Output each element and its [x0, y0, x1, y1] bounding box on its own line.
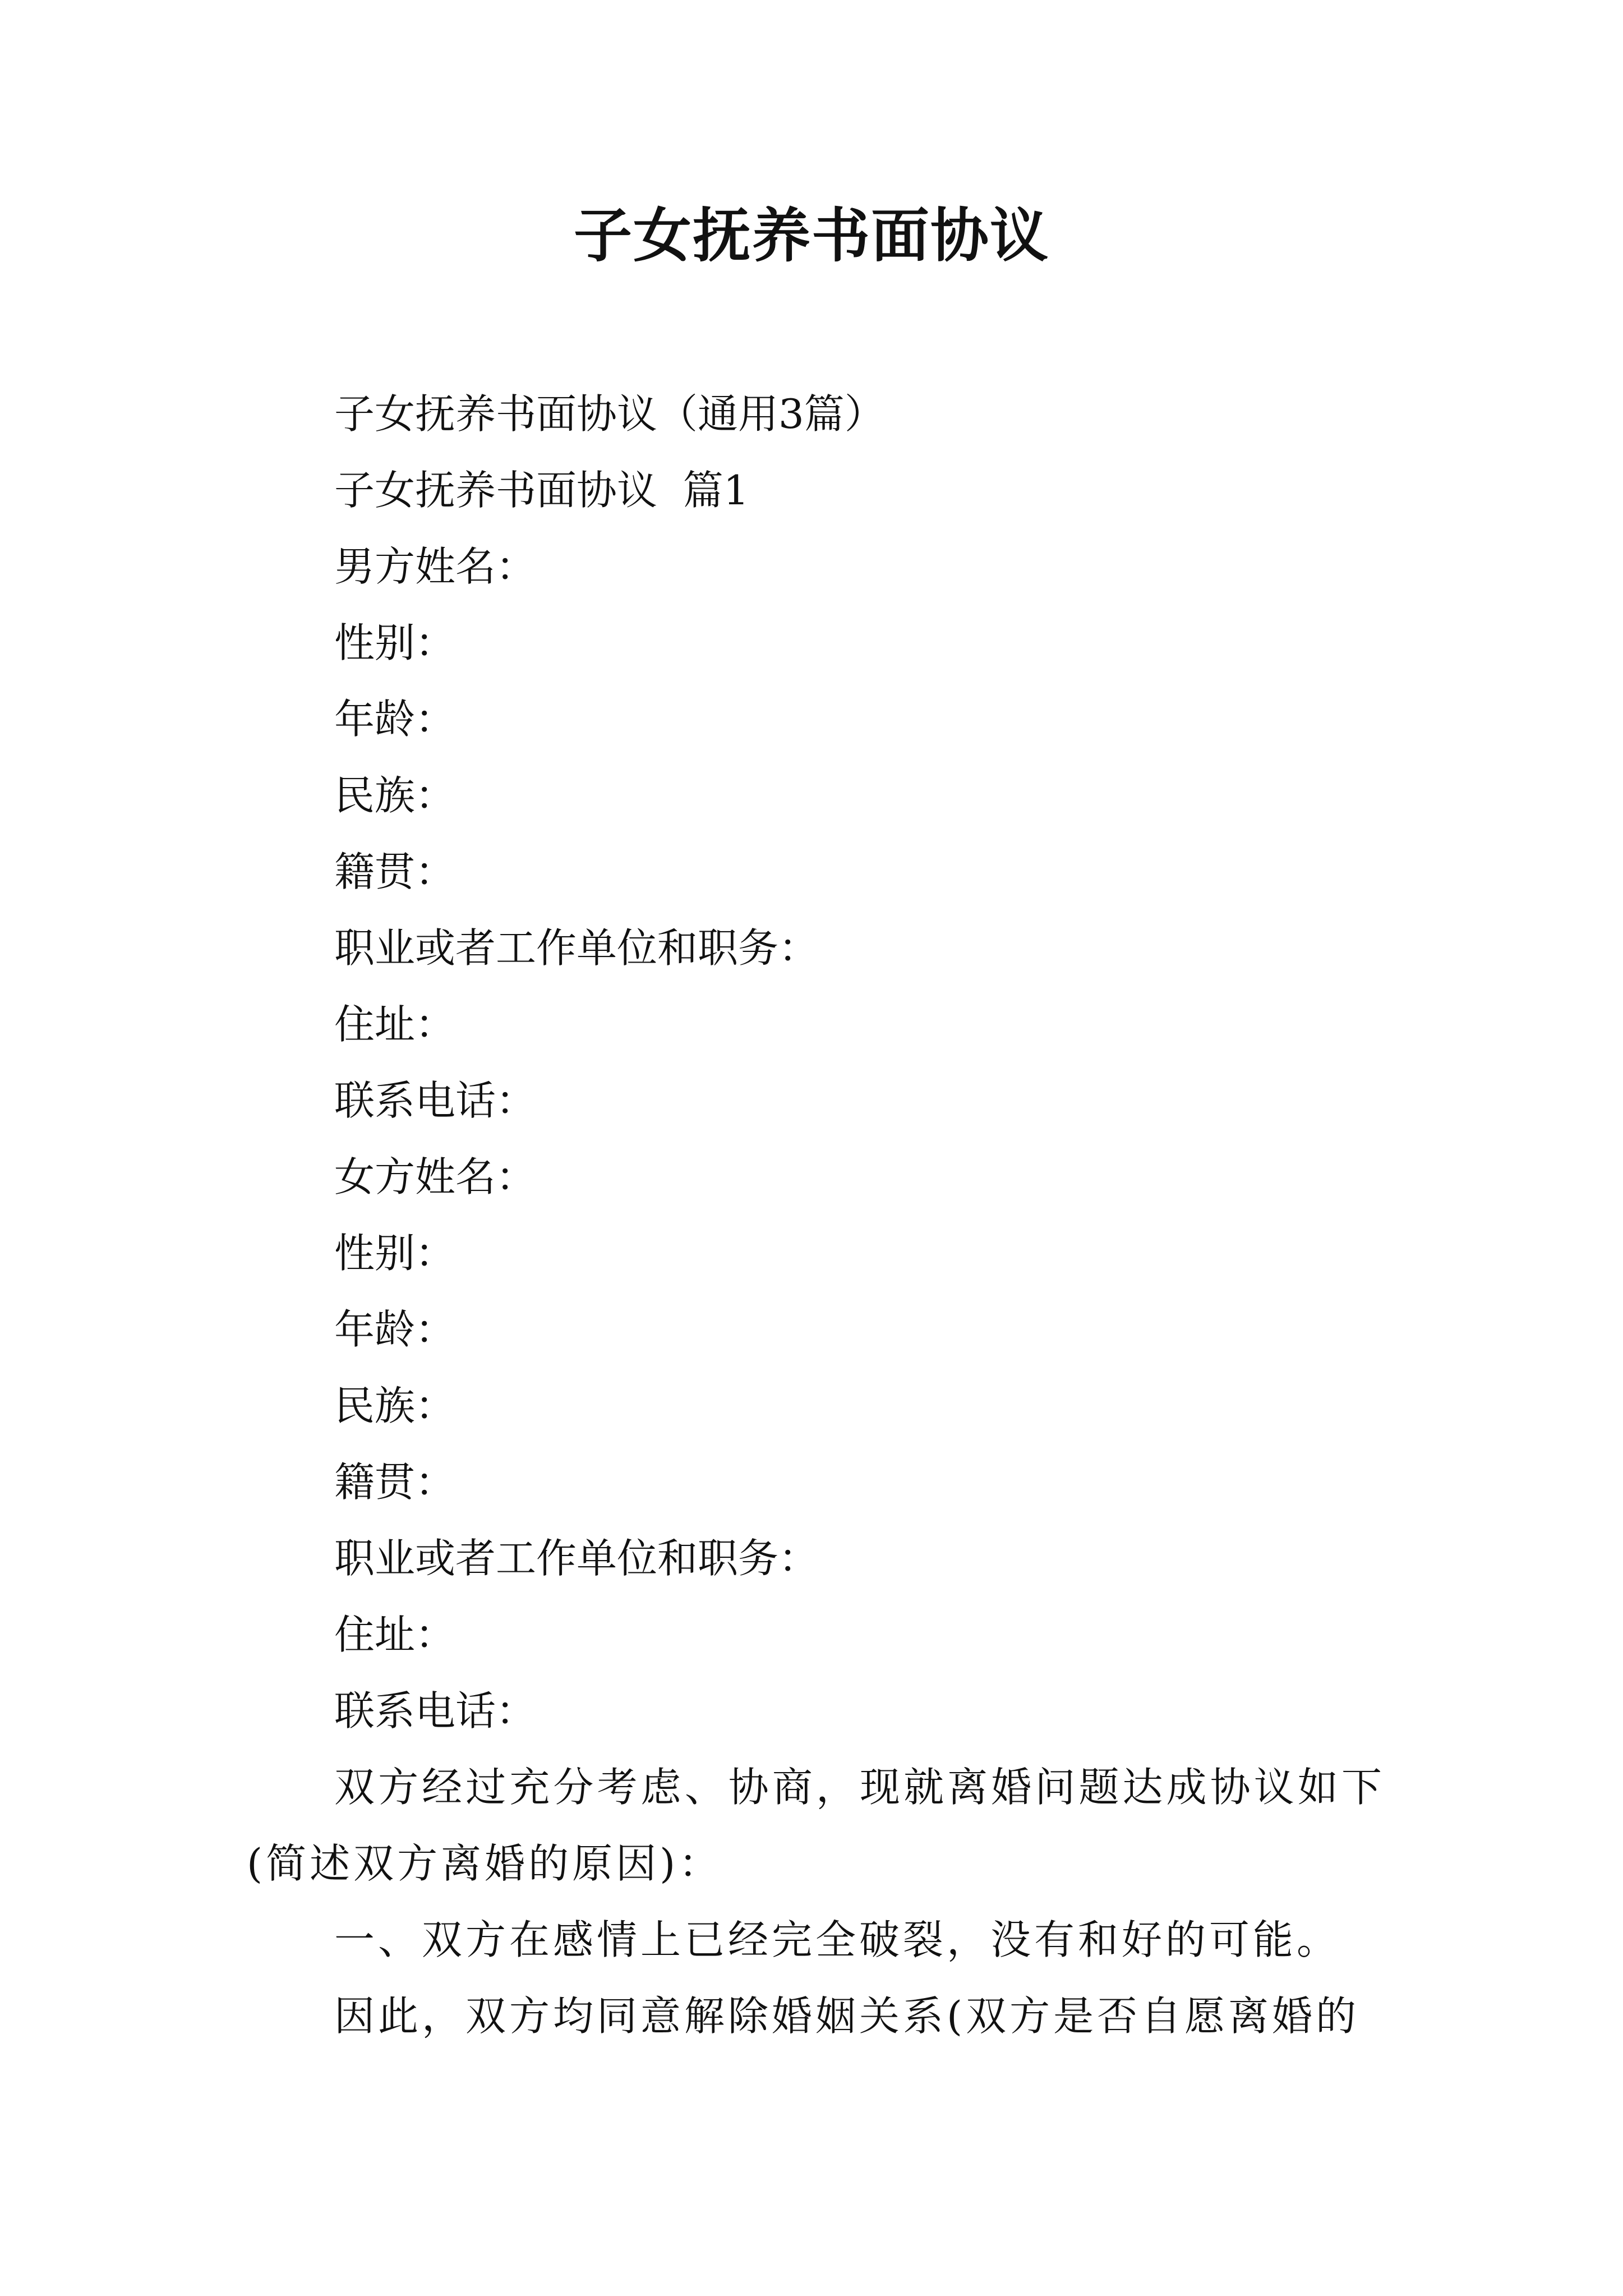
- female-party-fields: [247, 1139, 1385, 1749]
- agreement-paragraph-1: 一、双方在感情上已经完全破裂，没有和好的可能。: [334, 1916, 1341, 1963]
- agreement-paragraph-2: 因此，双方均同意解除婚姻关系(双方是否自愿离婚的: [334, 1993, 1360, 2040]
- female-name-label: 女方姓名：: [334, 1153, 537, 1200]
- male-address-label: 住址：: [334, 1001, 456, 1048]
- document-subtitle: 子女抚养书面协议（通用3篇）: [334, 390, 885, 438]
- male-name-label: 男方姓名：: [334, 543, 537, 590]
- male-party-fields: [247, 528, 1385, 1139]
- male-gender-label: 性别：: [334, 619, 456, 666]
- male-native-place-label: 籍贯：: [334, 848, 456, 895]
- female-gender-label: 性别：: [334, 1230, 456, 1277]
- female-phone-label: 联系电话：: [334, 1687, 537, 1734]
- male-occupation-label: 职业或者工作单位和职务：: [334, 924, 819, 972]
- male-ethnicity-label: 民族：: [334, 772, 456, 819]
- female-native-place-label: 籍贯：: [334, 1458, 456, 1506]
- document-title: 子女抚养书面协议: [573, 201, 1049, 270]
- male-age-label: 年龄：: [334, 696, 456, 743]
- female-occupation-label: 职业或者工作单位和职务：: [334, 1535, 819, 1582]
- female-age-label: 年龄：: [334, 1306, 456, 1353]
- male-phone-label: 联系电话：: [334, 1077, 537, 1124]
- female-address-label: 住址：: [334, 1611, 456, 1658]
- section-heading: 子女抚养书面协议 篇1: [334, 467, 749, 514]
- document-body: [247, 376, 1385, 2054]
- agreement-paragraph-intro: 双方经过充分考虑、协商，现就离婚问题达成协议如下(简述双方离婚的原因)：: [247, 1764, 1385, 1887]
- female-ethnicity-label: 民族：: [334, 1382, 456, 1429]
